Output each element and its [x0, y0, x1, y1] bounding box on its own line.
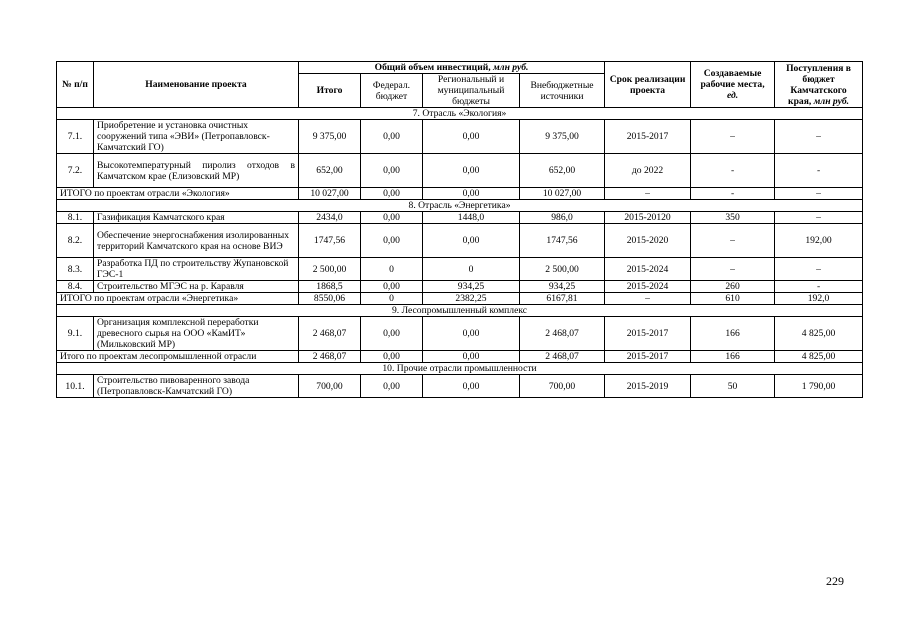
- cell-total: 1868,5: [299, 281, 361, 293]
- cell-offbudget: 652,00: [520, 154, 605, 188]
- cell-offbudget: 1747,56: [520, 224, 605, 258]
- total-jobs: -: [691, 188, 775, 200]
- table-row: [57, 317, 863, 351]
- cell-revenue: -: [775, 281, 863, 293]
- cell-regional: 1448,0: [423, 212, 520, 224]
- cell-total: 1747,56: [299, 224, 361, 258]
- cell-name: Высокотемпературный пиролиз отходов в Камчатском крае (Елизовский МР): [94, 154, 299, 188]
- total-offbudget: 10 027,00: [520, 188, 605, 200]
- cell-name: Строительство пивоваренного завода (Петропавловск-Камчатский ГО): [94, 375, 299, 398]
- table-row: [57, 212, 863, 224]
- cell-no: 8.4.: [57, 281, 94, 293]
- total-period: 2015-2017: [605, 351, 691, 363]
- cell-no: 8.3.: [57, 258, 94, 281]
- cell-revenue: -: [775, 154, 863, 188]
- header-name: Наименование проекта: [94, 62, 299, 108]
- cell-jobs: –: [691, 120, 775, 154]
- cell-name: Строительство МГЭС на р. Каравля: [94, 281, 299, 293]
- total-federal: 0: [361, 293, 423, 305]
- cell-regional: 0,00: [423, 154, 520, 188]
- header-invest-group: [299, 62, 605, 74]
- cell-federal: 0,00: [361, 375, 423, 398]
- cell-federal: 0: [361, 258, 423, 281]
- cell-period: 2015-2020: [605, 224, 691, 258]
- investment-projects-table: [56, 61, 863, 398]
- cell-offbudget: 2 500,00: [520, 258, 605, 281]
- section-total-row: [57, 351, 863, 363]
- cell-name: Организация комплексной переработки древесного сырья на ООО «КамИТ» (Мильковский МР): [94, 317, 299, 351]
- cell-total: 2 500,00: [299, 258, 361, 281]
- total-regional: 2382,25: [423, 293, 520, 305]
- cell-jobs: 50: [691, 375, 775, 398]
- cell-offbudget: 986,0: [520, 212, 605, 224]
- cell-revenue: 4 825,00: [775, 317, 863, 351]
- total-regional: 0,00: [423, 188, 520, 200]
- section-total-row: [57, 188, 863, 200]
- cell-federal: 0,00: [361, 317, 423, 351]
- header-invest-group-text: Общий объем инвестиций, млн руб.: [374, 62, 529, 73]
- cell-no: 8.2.: [57, 224, 94, 258]
- cell-regional: 0,00: [423, 375, 520, 398]
- cell-total: 9 375,00: [299, 120, 361, 154]
- header-regional: Региональный и муниципальный бюджеты: [423, 74, 520, 108]
- total-total: 8550,06: [299, 293, 361, 305]
- total-label: Итого по проектам лесопромышленной отрасли: [57, 351, 299, 363]
- table-header: [57, 62, 863, 108]
- header-revenue: Поступления в бюджет Камчатского края, млн руб.: [775, 62, 863, 108]
- total-offbudget: 6167,81: [520, 293, 605, 305]
- table-row: [57, 281, 863, 293]
- cell-no: 7.1.: [57, 120, 94, 154]
- total-jobs: 610: [691, 293, 775, 305]
- total-revenue: 192,0: [775, 293, 863, 305]
- total-revenue: –: [775, 188, 863, 200]
- cell-total: 700,00: [299, 375, 361, 398]
- cell-jobs: 166: [691, 317, 775, 351]
- cell-revenue: –: [775, 258, 863, 281]
- cell-revenue: 1 790,00: [775, 375, 863, 398]
- cell-period: 2015-2017: [605, 120, 691, 154]
- cell-jobs: 260: [691, 281, 775, 293]
- header-offbudget: Внебюджетные источники: [520, 74, 605, 108]
- total-total: 2 468,07: [299, 351, 361, 363]
- section-title: 8. Отрасль «Энергетика»: [57, 200, 863, 212]
- total-federal: 0,00: [361, 351, 423, 363]
- cell-regional: 0,00: [423, 224, 520, 258]
- cell-revenue: –: [775, 212, 863, 224]
- cell-no: 9.1.: [57, 317, 94, 351]
- cell-period: 2015-2019: [605, 375, 691, 398]
- section-row: [57, 108, 863, 120]
- table-row: [57, 120, 863, 154]
- section-title: 7. Отрасль «Экология»: [57, 108, 863, 120]
- header-federal: Федерал. бюджет: [361, 74, 423, 108]
- total-period: –: [605, 188, 691, 200]
- cell-regional: 0: [423, 258, 520, 281]
- cell-federal: 0,00: [361, 224, 423, 258]
- cell-revenue: –: [775, 120, 863, 154]
- cell-name: Приобретение и установка очистных сооружений типа «ЭВИ» (Петропавловск-Камчатский ГО): [94, 120, 299, 154]
- table-row: [57, 258, 863, 281]
- cell-federal: 0,00: [361, 281, 423, 293]
- table-row: [57, 224, 863, 258]
- cell-period: 2015-20120: [605, 212, 691, 224]
- cell-name: Обеспечение энергоснабжения изолированных территорий Камчатского края на основе ВИЭ: [94, 224, 299, 258]
- total-jobs: 166: [691, 351, 775, 363]
- cell-no: 8.1.: [57, 212, 94, 224]
- cell-name: Разработка ПД по строительству Жупановской ГЭС-1: [94, 258, 299, 281]
- cell-regional: 0,00: [423, 317, 520, 351]
- total-label: ИТОГО по проектам отрасли «Экология»: [57, 188, 299, 200]
- total-regional: 0,00: [423, 351, 520, 363]
- total-period: –: [605, 293, 691, 305]
- section-total-row: [57, 293, 863, 305]
- cell-total: 2 468,07: [299, 317, 361, 351]
- header-jobs: Создаваемые рабочие места, ед.: [691, 62, 775, 108]
- total-offbudget: 2 468,07: [520, 351, 605, 363]
- cell-jobs: -: [691, 154, 775, 188]
- header-total: Итого: [299, 74, 361, 108]
- page-number: 229: [826, 574, 844, 588]
- cell-period: 2015-2017: [605, 317, 691, 351]
- cell-jobs: –: [691, 258, 775, 281]
- cell-period: до 2022: [605, 154, 691, 188]
- cell-name: Газификация Камчатского края: [94, 212, 299, 224]
- total-federal: 0,00: [361, 188, 423, 200]
- cell-offbudget: 700,00: [520, 375, 605, 398]
- total-label: ИТОГО по проектам отрасли «Энергетика»: [57, 293, 299, 305]
- cell-federal: 0,00: [361, 212, 423, 224]
- section-row: [57, 200, 863, 212]
- cell-regional: 0,00: [423, 120, 520, 154]
- cell-regional: 934,25: [423, 281, 520, 293]
- cell-federal: 0,00: [361, 120, 423, 154]
- cell-no: 10.1.: [57, 375, 94, 398]
- cell-period: 2015-2024: [605, 281, 691, 293]
- cell-revenue: 192,00: [775, 224, 863, 258]
- cell-jobs: –: [691, 224, 775, 258]
- cell-no: 7.2.: [57, 154, 94, 188]
- cell-period: 2015-2024: [605, 258, 691, 281]
- table-row: [57, 375, 863, 398]
- section-row: [57, 305, 863, 317]
- cell-offbudget: 9 375,00: [520, 120, 605, 154]
- cell-total: 652,00: [299, 154, 361, 188]
- header-no: № п/п: [57, 62, 94, 108]
- section-title: 9. Лесопромышленный комплекс: [57, 305, 863, 317]
- total-revenue: 4 825,00: [775, 351, 863, 363]
- table-row: [57, 154, 863, 188]
- total-total: 10 027,00: [299, 188, 361, 200]
- cell-federal: 0,00: [361, 154, 423, 188]
- cell-offbudget: 2 468,07: [520, 317, 605, 351]
- cell-offbudget: 934,25: [520, 281, 605, 293]
- header-period: Срок реализации проекта: [605, 62, 691, 108]
- table-body: [57, 108, 863, 398]
- section-row: [57, 363, 863, 375]
- cell-total: 2434,0: [299, 212, 361, 224]
- section-title: 10. Прочие отрасли промышленности: [57, 363, 863, 375]
- cell-jobs: 350: [691, 212, 775, 224]
